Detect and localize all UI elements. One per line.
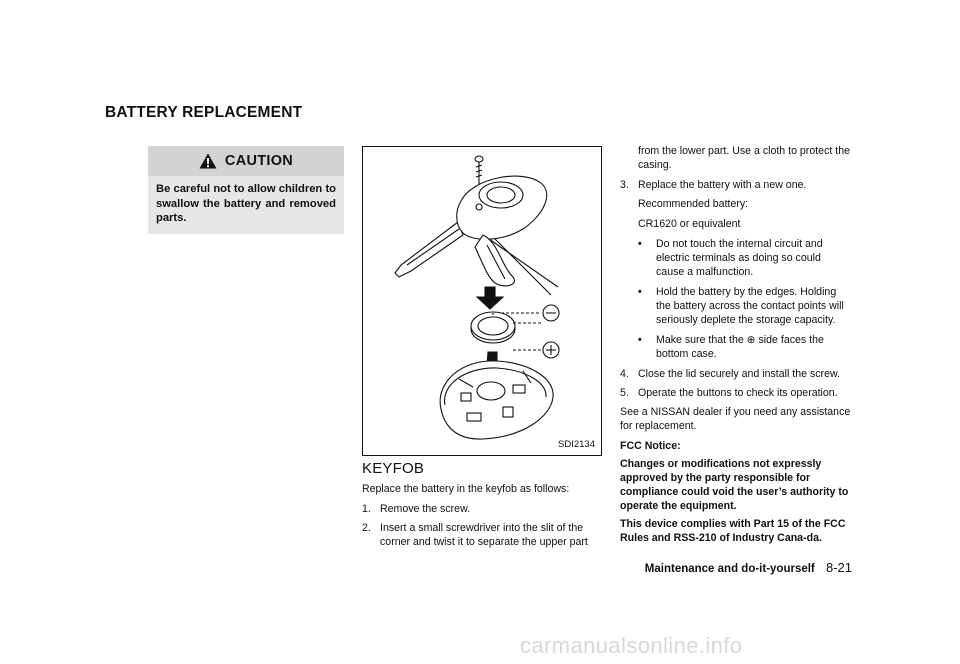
caution-header <box>148 146 344 176</box>
down-arrow-icon <box>477 287 503 309</box>
step-item <box>362 502 602 516</box>
bullet-item <box>620 333 852 361</box>
dealer-note: See a NISSAN dealer if you need any assistance for replacement. <box>620 406 851 432</box>
page-heading: BATTERY REPLACEMENT <box>105 104 303 121</box>
caution-text: Be careful not to allow children to swallow the battery and removed parts. <box>156 183 336 224</box>
step-number: 1. <box>362 503 371 515</box>
cloth-icon <box>475 235 558 295</box>
right-column <box>620 144 852 549</box>
plus-symbol-icon <box>543 342 559 358</box>
step-item <box>620 386 852 400</box>
caution-box <box>148 146 344 234</box>
step-number: 3. <box>620 179 629 191</box>
watermark: carmanualsonline.info <box>520 633 743 658</box>
intro-text: Replace the battery in the keyfob as follows: <box>362 483 570 495</box>
step-text: Replace the battery with a new one. <box>638 179 807 191</box>
section-title: KEYFOB <box>362 460 425 477</box>
recommended-label: Recommended battery: <box>638 198 749 210</box>
key-blade-icon <box>395 222 463 277</box>
step-number: 2. <box>362 522 371 534</box>
bullet-icon: • <box>638 286 642 298</box>
bullet-text: Do not touch the internal circuit and electric terminals as doing so could cause a malfunction. <box>656 238 823 278</box>
bullet-item <box>620 237 852 279</box>
step-text: Remove the screw. <box>380 503 471 515</box>
step-item <box>620 367 852 381</box>
figure-label: SDI2134 <box>558 439 595 450</box>
fcc-title: FCC Notice: <box>620 440 681 452</box>
step-item <box>620 178 852 192</box>
warning-icon <box>199 153 217 169</box>
step-text: Insert a small screwdriver into the slit of the corner and twist it to separate the upper part <box>380 522 588 548</box>
page-number: 8-21 <box>825 560 852 575</box>
step-item <box>362 521 602 549</box>
bullet-icon: • <box>638 334 642 346</box>
key-head-icon <box>457 176 547 239</box>
step-text: Close the lid securely and install the screw. <box>638 368 840 380</box>
battery-icon <box>471 312 515 343</box>
bottom-case-icon <box>440 361 553 439</box>
bullet-icon: • <box>638 238 642 250</box>
minus-symbol-icon <box>543 305 559 321</box>
page-footer <box>645 560 852 575</box>
footer-section: Maintenance and do-it-yourself <box>644 563 815 575</box>
step-number: 5. <box>620 387 629 399</box>
battery-type: CR1620 or equivalent <box>638 218 741 230</box>
step-text: Operate the buttons to check its operation. <box>638 387 838 399</box>
bullet-text: Hold the battery by the edges. Holding the battery across the contact points will seriously deplete the storage capacity. <box>656 286 844 326</box>
fcc-text-2: This device complies with Part 15 of the FCC Rules and RSS-210 of Industry Cana-da. <box>620 518 846 544</box>
fcc-text-1: Changes or modifications not expressly approved by the party responsible for compliance could void the user’s authority to operate the equipment. <box>620 458 849 512</box>
bullet-text: Make sure that the ⊕ side faces the bottom case. <box>656 334 824 360</box>
keyfob-figure <box>362 146 602 456</box>
bullet-item <box>620 285 852 327</box>
caution-title: CAUTION <box>224 153 294 169</box>
keyfob-section <box>362 462 602 554</box>
keyfob-illustration <box>363 147 601 455</box>
step-number: 4. <box>620 368 629 380</box>
continued-text: from the lower part. Use a cloth to protect the casing. <box>638 145 850 171</box>
